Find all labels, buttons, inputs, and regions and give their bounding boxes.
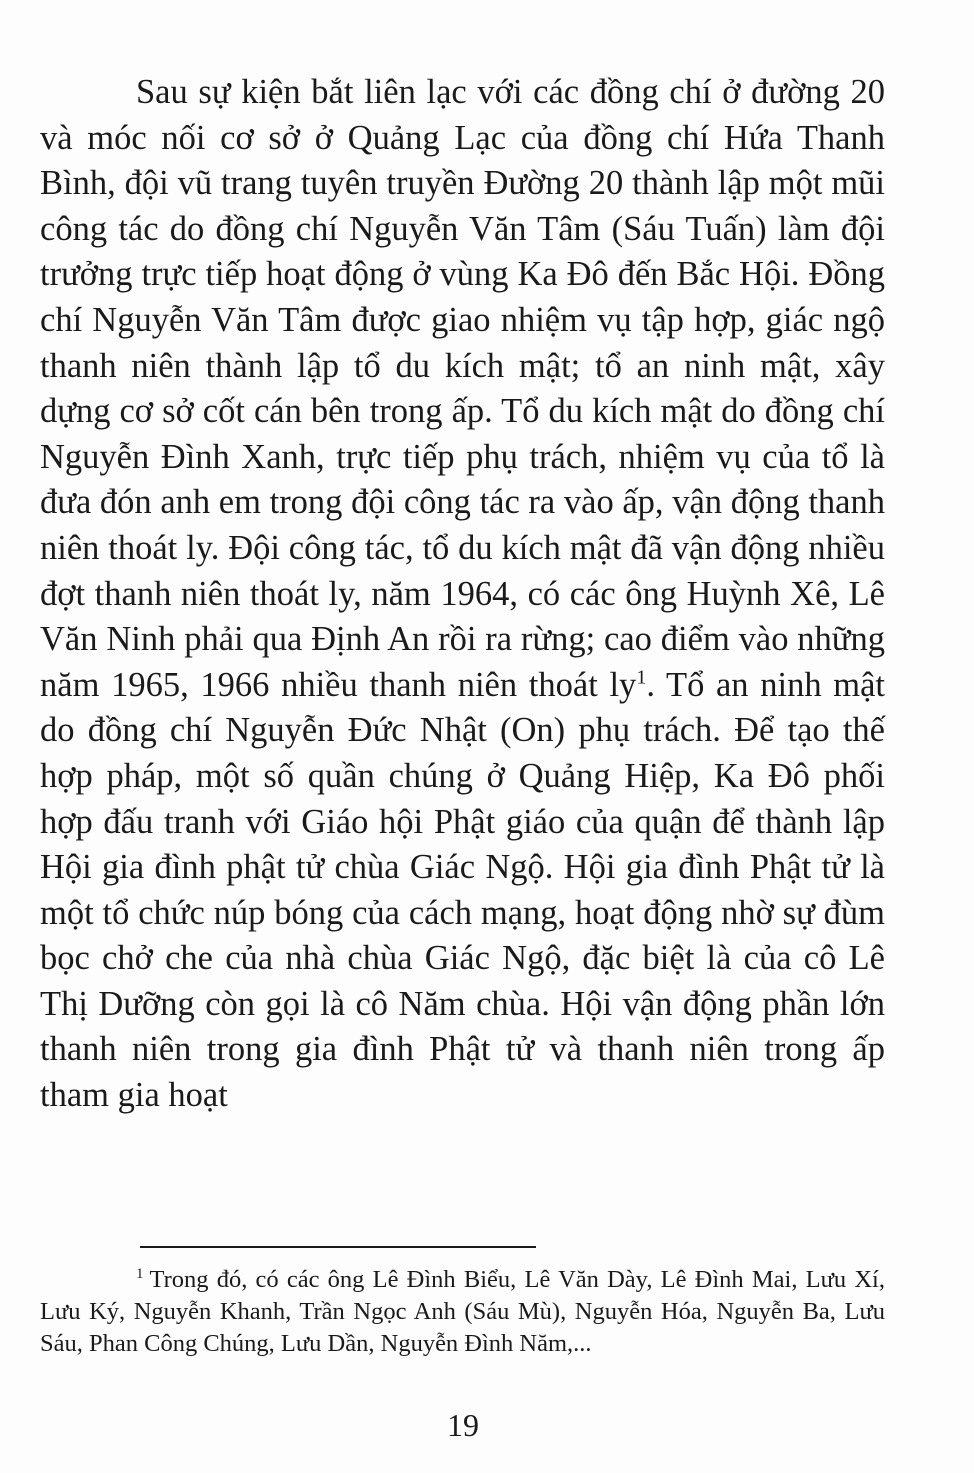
body-paragraph [40,70,885,1119]
footnote-divider [140,1246,536,1248]
body-text-part-2: . Tổ an ninh mật do đồng chí Nguyễn Đức Nhật (On) phụ trách. Để tạo thế hợp pháp, một số quần chúng ở Quảng Hiệp, Ka Đô phối hợp đấu tranh với Giáo hội Phật giáo của quận để thành lập Hội gia đình phật tử chùa Giác Ngộ. Hội gia đình Phật tử là một tổ chức núp bóng của cách mạng, hoạt động nhờ sự đùm bọc chở che của nhà chùa Giác Ngộ, đặc biệt là của cô Lê Thị Dưỡng còn gọi là cô Năm chùa. Hội vận động phần lớn thanh niên trong gia đình Phật tử và thanh niên trong ấp tham gia hoạt [40,665,885,1115]
footnote-reference: 1 [636,666,647,689]
page-number: 19 [447,1407,479,1443]
body-text-part-1: Sau sự kiện bắt liên lạc với các đồng chí ở đường 20 và móc nối cơ sở ở Quảng Lạc của đồng chí Hứa Thanh Bình, đội vũ trang tuyên truyền Đường 20 thành lập một mũi công tác do đồng chí Nguyễn Văn Tâm (Sáu Tuấn) làm đội trưởng trực tiếp hoạt động ở vùng Ka Đô đến Bắc Hội. Đồng chí Nguyễn Văn Tâm được giao nhiệm vụ tập hợp, giác ngộ thanh niên thành lập tổ du kích mật; tổ an ninh mật, xây dựng cơ sở cốt cán bên trong ấp. Tổ du kích mật do đồng chí Nguyễn Đình Xanh, trực tiếp phụ trách, nhiệm vụ của tổ là đưa đón anh em trong đội công tác ra vào ấp, vận động thanh niên thoát ly. Đội công tác, tổ du kích mật đã vận động nhiều đợt thanh niên thoát ly, năm 1964, có các ông Huỳnh Xê, Lê Văn Ninh phải qua Định An rồi ra rừng; cao điểm vào những năm 1965, 1966 nhiều thanh niên thoát ly [40,73,885,704]
footnote-mark: 1 [136,1265,144,1282]
footnote-text: Trong đó, có các ông Lê Đình Biểu, Lê Văn Dày, Lê Đình Mai, Lưu Xí, Lưu Ký, Nguyễn Khanh, Trần Ngọc Anh (Sáu Mù), Nguyễn Hóa, Nguyễn Ba, Lưu Sáu, Phan Công Chúng, Lưu Dần, Nguyễn Đình Năm,... [40,1266,885,1357]
footnote-1 [40,1264,885,1360]
